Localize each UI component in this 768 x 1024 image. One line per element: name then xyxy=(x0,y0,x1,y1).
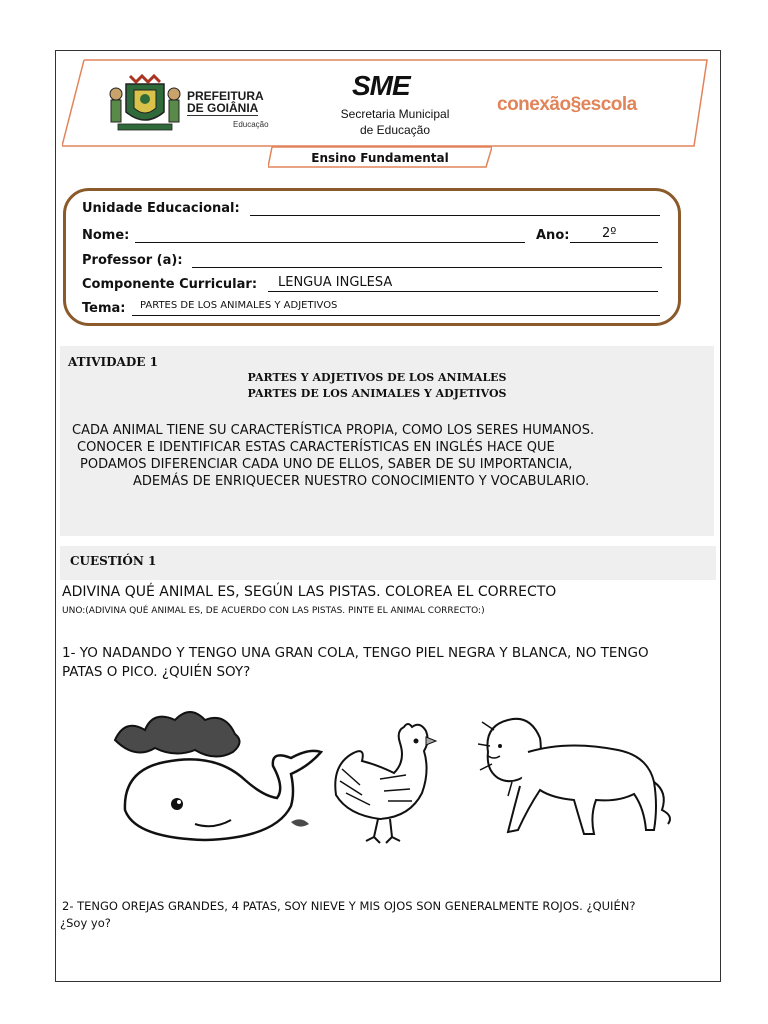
question-heading: CUESTIÓN 1 xyxy=(70,554,157,568)
ensino-label: Ensino Fundamental xyxy=(311,151,449,165)
hen-icon[interactable] xyxy=(330,715,450,845)
conexao-left: conexão xyxy=(497,94,571,115)
activity-line1: CADA ANIMAL TIENE SU CARACTERÍSTICA PROPIA, COMO LOS SERES HUMANOS. xyxy=(72,423,595,438)
prefeitura-crest-icon xyxy=(106,72,184,134)
ano-value: 2º xyxy=(602,226,617,241)
ano-field[interactable] xyxy=(570,242,658,243)
chain-link-icon: § xyxy=(570,94,581,115)
componente-field[interactable] xyxy=(268,291,658,292)
nome-field[interactable] xyxy=(135,242,525,243)
conexao-right: escola xyxy=(580,94,637,115)
unidade-field[interactable] xyxy=(250,215,660,216)
activity-heading: ATIVIDADE 1 xyxy=(68,355,158,369)
activity-title2: PARTES DE LOS ANIMALES Y ADJETIVOS xyxy=(247,387,507,400)
prefeitura-line1: PREFEITURA xyxy=(187,89,264,103)
componente-label: Componente Curricular: xyxy=(82,277,258,292)
activity-line4: ADEMÁS DE ENRIQUECER NUESTRO CONOCIMIENTO Y VOCABULARIO. xyxy=(133,474,590,489)
componente-value: LENGUA INGLESA xyxy=(278,275,393,290)
sme-line1: Secretaria Municipal xyxy=(340,107,450,121)
activity-line2: CONOCER E IDENTIFICAR ESTAS CARACTERÍSTICAS EN INGLÉS HACE QUE xyxy=(77,440,555,455)
prefeitura-line2: DE GOIÂNIA xyxy=(187,101,259,115)
nome-label: Nome: xyxy=(82,228,130,243)
question-instruction: ADIVINA QUÉ ANIMAL ES, SEGÚN LAS PISTAS. COLOREA EL CORRECTO xyxy=(62,584,557,600)
question-panel xyxy=(60,546,716,580)
tema-field[interactable] xyxy=(132,315,660,316)
sme-title: SME xyxy=(352,70,410,101)
whale-icon[interactable] xyxy=(95,700,335,850)
q2-line2: ¿Soy yo? xyxy=(60,916,111,930)
lion-icon[interactable] xyxy=(478,712,678,847)
prefeitura-sub: Educação xyxy=(233,120,269,129)
activity-line3: PODAMOS DIFERENCIAR CADA UNO DE ELLOS, SABER DE SU IMPORTANCIA, xyxy=(80,457,573,472)
conexao-escola-logo xyxy=(497,94,637,116)
sme-line2: de Educação xyxy=(359,123,431,137)
professor-label: Professor (a): xyxy=(82,253,183,268)
question-sub-instruction: UNO:(ADIVINA QUÉ ANIMAL ES, DE ACUERDO CON LAS PISTAS. PINTE EL ANIMAL CORRECTO:) xyxy=(62,606,485,616)
tema-value: PARTES DE LOS ANIMALES Y ADJETIVOS xyxy=(140,300,338,311)
q2-line1: 2- TENGO OREJAS GRANDES, 4 PATAS, SOY NIEVE Y MIS OJOS SON GENERALMENTE ROJOS. ¿QUIÉN? xyxy=(62,899,636,913)
activity-title1: PARTES Y ADJETIVOS DE LOS ANIMALES xyxy=(247,371,507,384)
q1-line1: 1- YO NADANDO Y TENGO UNA GRAN COLA, TENGO PIEL NEGRA Y BLANCA, NO TENGO xyxy=(62,645,649,661)
professor-field[interactable] xyxy=(192,267,662,268)
ensino-box xyxy=(268,146,492,168)
ano-label: Ano: xyxy=(536,228,570,243)
tema-label: Tema: xyxy=(82,301,126,316)
unidade-label: Unidade Educacional: xyxy=(82,201,240,216)
q1-line2: PATAS O PICO. ¿QUIÉN SOY? xyxy=(62,664,251,680)
